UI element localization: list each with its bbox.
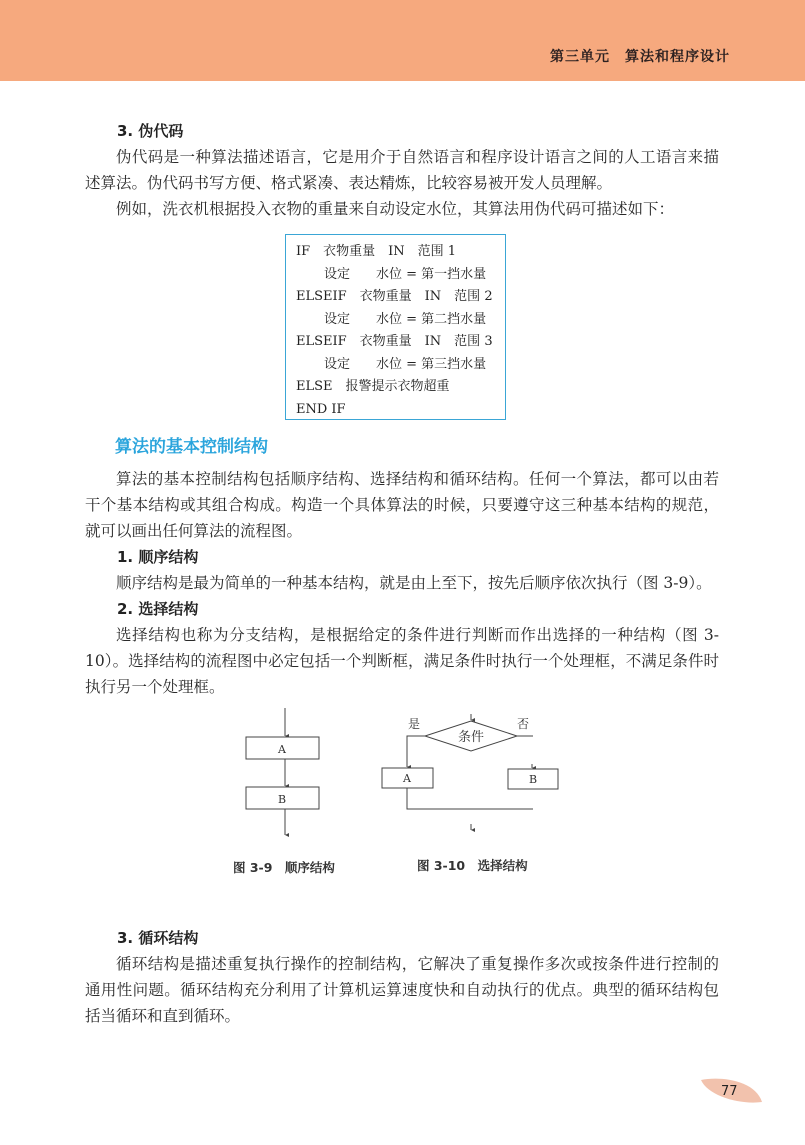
control-intro: 算法的基本控制结构包括顺序结构、选择结构和循环结构。任何一个算法，都可以由若干个基本结构或其组合构成。构造一个具体算法的时候，只要遵守这三种基本结构的规范，就可以画出任何算法的流程图。 bbox=[85, 470, 719, 540]
figure-3-9 bbox=[246, 708, 319, 835]
code-line: 设定 水位 = 第一挡水量 bbox=[324, 266, 487, 282]
loop-text: 循环结构是描述重复执行操作的控制结构，它解决了重复操作多次或按条件进行控制的通用性问题。循环结构充分利用了计算机运算速度快和自动执行的优点。典型的循环结构包括当循环和直到循环。 bbox=[85, 955, 719, 1025]
yes-label: 是 bbox=[408, 717, 421, 731]
code-line: IF 衣物重量 IN 范围 1 bbox=[296, 244, 457, 259]
pseudocode-para-2: 例如，洗衣机根据投入衣物的重量来自动设定水位，其算法用伪代码可描述如下： bbox=[116, 200, 675, 218]
selection-heading: 2. 选择结构 bbox=[117, 600, 199, 618]
merge-line bbox=[407, 788, 533, 809]
figure-3-10-caption: 图 3-10 选择结构 bbox=[417, 858, 528, 873]
pseudocode-para-1: 伪代码是一种算法描述语言，它是用介于自然语言和程序设计语言之间的人工语言来描述算法。伪代码书写方便、格式紧凑、表达精炼，比较容易被开发人员理解。 bbox=[85, 148, 719, 192]
control-structure-heading: 算法的基本控制结构 bbox=[115, 437, 268, 457]
code-line: ELSE 报警提示衣物超重 bbox=[296, 379, 450, 394]
unit-title: 第三单元 算法和程序设计 bbox=[550, 49, 730, 65]
code-line: ELSEIF 衣物重量 IN 范围 2 bbox=[296, 289, 493, 304]
box-b-label: B bbox=[528, 773, 538, 786]
page-content bbox=[85, 118, 719, 1029]
box-a-label: A bbox=[403, 772, 411, 785]
condition-label: 条件 bbox=[457, 730, 485, 745]
code-line: END IF bbox=[296, 401, 346, 417]
box-b-label: B bbox=[277, 793, 287, 806]
figure-3-9-caption: 图 3-9 顺序结构 bbox=[233, 860, 335, 875]
sequence-heading: 1. 顺序结构 bbox=[117, 548, 199, 566]
box-a-label: A bbox=[278, 743, 286, 756]
code-line: ELSEIF 衣物重量 IN 范围 3 bbox=[296, 334, 493, 349]
yes-branch bbox=[407, 736, 425, 767]
no-label: 否 bbox=[517, 717, 530, 731]
flowcharts bbox=[85, 700, 719, 925]
sequence-text: 顺序结构是最为简单的一种基本结构，就是由上至下，按先后顺序依次执行（图 3-9）。 bbox=[116, 574, 712, 592]
loop-heading: 3. 循环结构 bbox=[117, 929, 199, 947]
code-line: 设定 水位 = 第二挡水量 bbox=[324, 311, 487, 327]
code-line: 设定 水位 = 第三挡水量 bbox=[324, 356, 487, 372]
figures-area bbox=[85, 700, 719, 925]
pseudocode-box bbox=[285, 234, 506, 420]
page-number: 77 bbox=[721, 1084, 738, 1099]
header-band bbox=[0, 0, 805, 81]
selection-text: 选择结构也称为分支结构，是根据给定的条件进行判断而作出选择的一种结构（图 3-10）。选择结构的流程图中必定包括一个判断框，满足条件时执行一个处理框，不满足条件时执行另一个处理框。 bbox=[85, 626, 719, 696]
pseudocode-heading: 3. 伪代码 bbox=[117, 122, 184, 140]
